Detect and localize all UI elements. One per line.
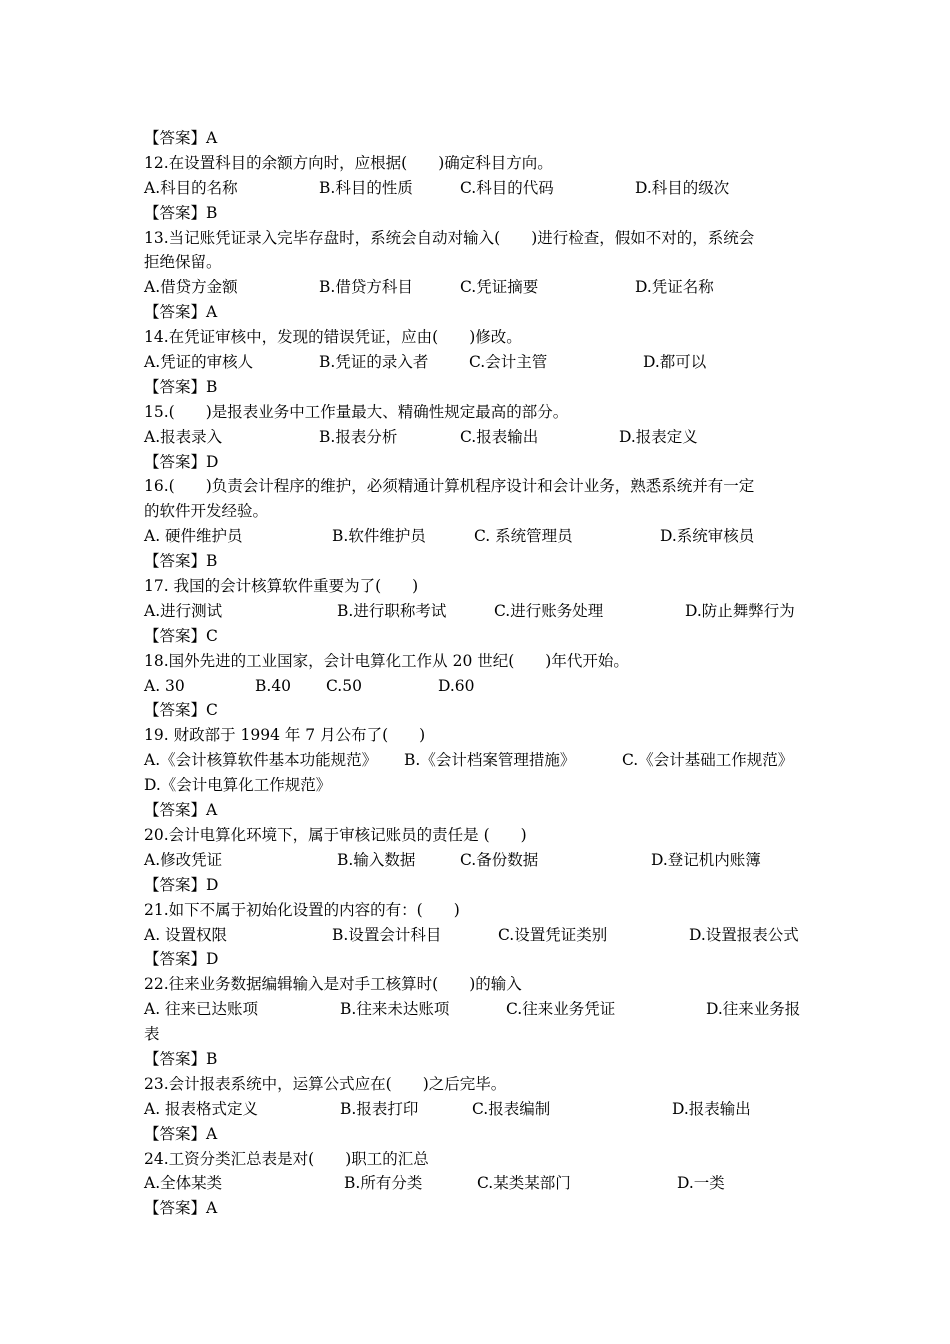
option-d: D.60 [438, 676, 475, 695]
answer-line: 【答案】A [144, 801, 218, 820]
question-text: 17. 我国的会计核算软件重要为了( ) [144, 577, 419, 596]
option-a: A.凭证的审核人 [144, 353, 254, 372]
question-text: 19. 财政部于 1994 年 7 月公布了( ) [144, 726, 426, 745]
option-b: B.报表打印 [340, 1099, 419, 1118]
option-b: B.报表分析 [319, 427, 398, 446]
options-row [144, 748, 808, 773]
options-row [144, 1171, 808, 1196]
option-d: D.往来业务报 [706, 1000, 801, 1019]
question-text: 13.当记账凭证录入完毕存盘时，系统会自动对输入( )进行检查，假如不对的，系统会 [144, 228, 755, 247]
option-c: C.50 [326, 676, 362, 695]
options-row [144, 524, 808, 549]
answer-line: 【答案】A [144, 1124, 218, 1143]
option-c: C.科目的代码 [460, 178, 554, 197]
option-d: D.登记机内账簿 [651, 850, 761, 869]
option-d: D.报表定义 [619, 427, 698, 446]
option-a: A.进行测试 [144, 601, 223, 620]
question-text: 12.在设置科目的余额方向时，应根据( )确定科目方向。 [144, 153, 553, 172]
answer-line: 【答案】B [144, 377, 218, 396]
option-d: D.报表输出 [672, 1099, 751, 1118]
option-a: A.借贷方金额 [144, 278, 238, 297]
option-d: D.系统审核员 [660, 527, 755, 546]
question-text: 23.会计报表系统中，运算公式应在( )之后完毕。 [144, 1074, 507, 1093]
question-list [144, 126, 808, 1221]
option-a: A.《会计核算软件基本功能规范》 [144, 751, 378, 770]
option-d: D.都可以 [643, 353, 707, 372]
option-b: B.《会计档案管理措施》 [404, 751, 576, 770]
option-a: A.报表录入 [144, 427, 223, 446]
option-d: D.一类 [677, 1174, 725, 1193]
option-a: A. 30 [144, 676, 185, 695]
option-c: C.往来业务凭证 [506, 1000, 616, 1019]
answer-line: 【答案】A [144, 303, 218, 322]
option-b: B.进行职称考试 [337, 601, 447, 620]
option-a: A.全体某类 [144, 1174, 223, 1193]
option-a: A.修改凭证 [144, 850, 223, 869]
question-text: 21.如下不属于初始化设置的内容的有：( ) [144, 900, 460, 919]
options-row [144, 176, 808, 201]
option-d: D.科目的级次 [635, 178, 730, 197]
option-d: D.防止舞弊行为 [685, 601, 795, 620]
question-text: 24.工资分类汇总表是对( )职工的汇总 [144, 1149, 429, 1168]
answer-line: 【答案】A [144, 1199, 218, 1218]
options-row [144, 425, 808, 450]
options-row [144, 275, 808, 300]
option-b: B.设置会计科目 [332, 925, 442, 944]
options-row [144, 997, 808, 1022]
option-a: A. 硬件维护员 [144, 527, 243, 546]
option-b: B.借贷方科目 [319, 278, 413, 297]
answer-line: 【答案】B [144, 203, 218, 222]
answer-line: 【答案】A [144, 129, 218, 147]
option-b: B.40 [255, 676, 292, 695]
question-text: 16.( )负责会计程序的维护，必须精通计算机程序设计和会计业务，熟悉系统并有一定 [144, 477, 755, 496]
option-c: C.备份数据 [460, 850, 539, 869]
answer-line: 【答案】B [144, 1049, 218, 1068]
question-text: 表 [144, 1025, 160, 1044]
question-text: 20.会计电算化环境下，属于审核记账员的责任是 ( ) [144, 825, 527, 844]
answer-line: 【答案】C [144, 701, 218, 720]
answer-line: 【答案】B [144, 552, 218, 571]
option-b: B.所有分类 [344, 1174, 423, 1193]
answer-line: 【答案】C [144, 626, 218, 645]
answer-line: 【答案】D [144, 875, 219, 894]
options-row [144, 674, 808, 699]
option-c: C.设置凭证类别 [498, 925, 608, 944]
option-a: A. 报表格式定义 [144, 1099, 259, 1118]
option-b: B.输入数据 [337, 850, 416, 869]
answer-line: 【答案】D [144, 452, 219, 471]
option-c: C. 系统管理员 [474, 527, 573, 546]
option-c: C.进行账务处理 [494, 601, 604, 620]
question-text: 拒绝保留。 [144, 253, 222, 272]
option-a: A.科目的名称 [144, 178, 238, 197]
question-text: 18.国外先进的工业国家，会计电算化工作从 20 世纪( )年代开始。 [144, 651, 629, 670]
option-c: C.会计主管 [469, 353, 548, 372]
option-b: B.往来未达账项 [340, 1000, 450, 1019]
question-text: 14.在凭证审核中，发现的错误凭证，应由( )修改。 [144, 328, 522, 347]
options-row [144, 599, 808, 624]
option-a: A. 往来已达账项 [144, 1000, 259, 1019]
question-text: 的软件开发经验。 [144, 502, 269, 521]
option-d: D.设置报表公式 [689, 925, 799, 944]
question-text: 15.( )是报表业务中工作量最大、精确性规定最高的部分。 [144, 402, 569, 421]
question-text: D.《会计电算化工作规范》 [144, 776, 332, 795]
option-b: B.软件维护员 [332, 527, 426, 546]
option-c: C.《会计基础工作规范》 [622, 751, 794, 770]
option-c: C.凭证摘要 [460, 278, 539, 297]
answer-line: 【答案】D [144, 950, 219, 969]
option-a: A. 设置权限 [144, 925, 228, 944]
question-text: 22.往来业务数据编辑输入是对手工核算时( )的输入 [144, 975, 522, 994]
option-c: C.某类某部门 [477, 1174, 571, 1193]
options-row [144, 848, 808, 873]
option-c: C.报表输出 [460, 427, 539, 446]
option-b: B.凭证的录入者 [319, 353, 429, 372]
options-row [144, 1097, 808, 1122]
option-c: C.报表编制 [472, 1099, 551, 1118]
options-row [144, 350, 808, 375]
option-b: B.科目的性质 [319, 178, 413, 197]
options-row [144, 923, 808, 948]
option-d: D.凭证名称 [635, 278, 714, 297]
